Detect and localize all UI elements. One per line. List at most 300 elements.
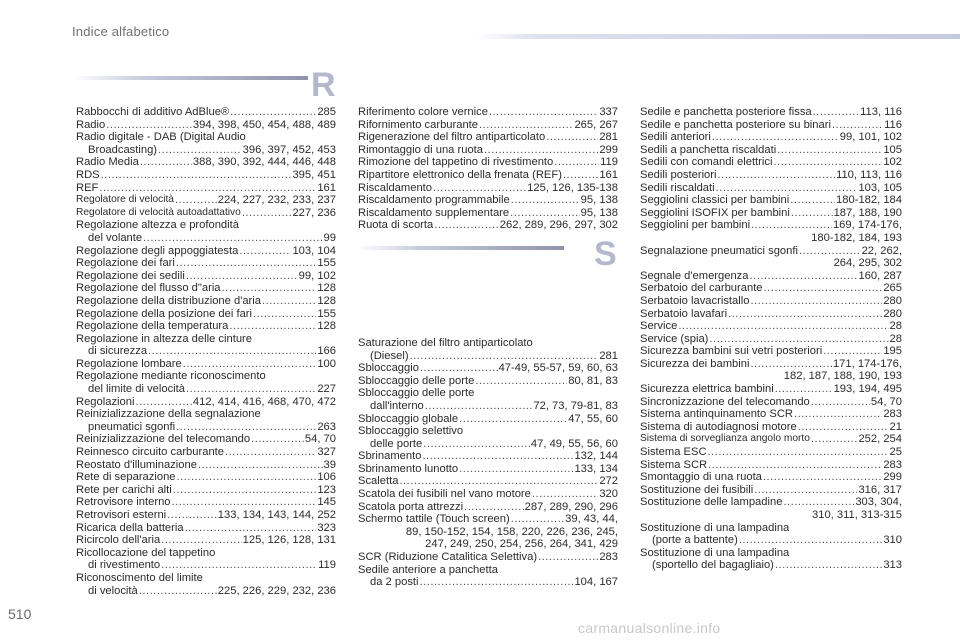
index-entry-label: Rete di separazione	[76, 471, 176, 484]
index-entry-label: Sistema SCR	[640, 458, 708, 471]
index-entry-pages: 283	[599, 551, 618, 564]
leader-dots	[139, 585, 217, 598]
index-entry	[76, 446, 336, 459]
index-entry-pages: 180-182, 184	[836, 194, 902, 207]
section-letter-r: R	[311, 66, 336, 104]
index-entry	[640, 219, 902, 232]
index-entry-continuation: 310, 311, 313-315	[812, 509, 902, 521]
leader-dots	[712, 131, 839, 144]
leader-dots	[479, 119, 573, 132]
index-entry-pages: 313	[883, 559, 902, 572]
index-entry	[76, 257, 336, 270]
index-entry-label: Regolazione lombare	[76, 357, 182, 370]
header-decorative-bar	[476, 34, 960, 39]
index-entry-pages: 119	[600, 156, 618, 169]
index-entry-label: RDS	[76, 168, 100, 181]
leader-dots	[751, 219, 832, 232]
leader-dots	[763, 471, 882, 484]
index-entry-label: Ruota di scorta	[358, 219, 434, 232]
index-entry-pages: 299	[883, 471, 902, 484]
leader-dots	[253, 308, 316, 321]
index-entry-pages: 287, 289, 290, 296	[524, 500, 618, 513]
index-entry-pages: 169, 174-176,	[832, 219, 902, 232]
leader-dots	[423, 438, 530, 451]
index-entry-pages: 155	[317, 257, 336, 270]
index-column-2	[358, 106, 618, 589]
index-entry-pages: 72, 73, 79-81, 83	[533, 399, 618, 412]
leader-dots	[161, 534, 241, 547]
leader-dots	[459, 413, 567, 426]
index-entry-label: del volante	[88, 231, 143, 244]
index-entry-pages: 119	[318, 559, 336, 572]
leader-dots	[764, 282, 883, 295]
leader-dots	[750, 270, 858, 283]
index-entry	[76, 408, 336, 421]
leader-dots	[143, 232, 322, 245]
index-entry-pages: 252, 254	[858, 433, 902, 446]
index-entry-label: Sistema di sorveglianza angolo morto	[640, 433, 810, 445]
page-header-title: Indice alfabetico	[72, 24, 170, 39]
index-entry	[358, 564, 618, 577]
index-entry	[76, 182, 336, 195]
leader-dots	[775, 383, 833, 396]
leader-dots	[425, 400, 533, 413]
index-entry-pages: 39, 43, 44,	[565, 513, 618, 526]
watermark: carmanualsonline.info	[578, 620, 721, 636]
leader-dots	[708, 446, 889, 459]
leader-dots	[99, 182, 316, 195]
index-entry-label: Radio	[76, 118, 106, 131]
index-entry-label: Sicurezza elettrica bambini	[640, 383, 774, 396]
index-entry-label: Saturazione del filtro antiparticolato	[358, 336, 533, 349]
index-entry-label: Regolazione della temperatura	[76, 320, 229, 333]
index-entry-label: Ricarica della batteria	[76, 521, 184, 534]
index-entry-pages: 283	[883, 408, 902, 421]
index-entry-pages: 113, 116	[860, 106, 902, 118]
index-entry	[358, 513, 618, 526]
index-entry-pages: 280	[883, 294, 902, 307]
index-entry-label: Sbloccaggio	[358, 362, 419, 375]
index-entry-pages: 54, 70	[870, 395, 902, 408]
leader-dots	[101, 169, 292, 182]
leader-dots	[420, 576, 574, 589]
index-entry	[358, 400, 618, 413]
index-entry	[640, 245, 902, 258]
index-entry-label: Serbatoio lavafari	[640, 307, 728, 320]
index-entry	[640, 144, 902, 157]
leader-dots	[717, 169, 835, 182]
index-entry	[76, 421, 336, 434]
index-entry-pages: 54, 70	[304, 433, 336, 446]
index-entry-pages: 281	[599, 131, 618, 144]
leader-dots	[399, 475, 598, 488]
leader-dots	[420, 362, 498, 375]
index-entry-label: Sbrinamento	[358, 450, 422, 463]
leader-dots	[177, 471, 317, 484]
leader-dots	[511, 194, 580, 207]
leader-dots	[538, 551, 598, 564]
index-entry-label: SCR (Riduzione Catalitica Selettiva)	[358, 551, 538, 564]
index-entry	[76, 572, 336, 585]
leader-dots	[790, 194, 835, 207]
index-entry-pages: 262, 289, 296, 297, 302	[499, 219, 618, 232]
index-entry-label: Sistema di autodiagnosi motore	[640, 420, 797, 433]
leader-dots	[823, 345, 882, 358]
leader-dots	[173, 484, 317, 497]
index-entry-label: di sicurezza	[88, 345, 148, 358]
index-entry	[76, 345, 336, 358]
index-entry	[358, 182, 618, 195]
index-entry	[358, 350, 618, 363]
index-entry-label: Sbloccaggio delle porte	[358, 387, 475, 400]
leader-dots	[172, 496, 317, 509]
leader-dots	[140, 156, 192, 169]
leader-dots	[186, 270, 298, 283]
leader-dots	[183, 358, 317, 371]
index-entry-label: Regolazione degli appoggiatesta	[76, 244, 239, 257]
index-entry	[358, 337, 618, 350]
index-entry-pages: 395, 451	[292, 168, 336, 181]
index-entry-pages: 25	[889, 446, 902, 459]
index-entry-label: Sostituzione di una lampadina	[640, 521, 790, 534]
index-entry	[640, 156, 902, 169]
index-entry	[76, 308, 336, 321]
leader-dots	[459, 463, 573, 476]
index-entry-pages: 171, 174-176,	[832, 357, 902, 370]
leader-dots	[230, 106, 316, 119]
index-entry-label: Riferimento colore vernice	[358, 106, 488, 118]
index-entry-label: Ripartitore elettronico della frenata (REF)	[358, 168, 562, 181]
index-entry-pages: 99, 102	[298, 269, 336, 282]
leader-dots	[794, 408, 882, 421]
index-entry-pages: 187, 188, 190	[833, 206, 902, 219]
index-entry	[640, 295, 902, 308]
index-entry-pages: 285	[317, 106, 336, 118]
index-entry	[640, 270, 902, 283]
section-s-header	[358, 232, 618, 290]
index-entry-pages: 265	[883, 282, 902, 295]
index-column-1	[76, 106, 336, 597]
index-entry	[76, 320, 336, 333]
index-entry	[640, 320, 902, 333]
index-entry	[640, 408, 902, 421]
index-entry-label: Sedile anteriore a panchetta	[358, 563, 498, 576]
index-entry-label: Regolazione dei fari	[76, 257, 175, 270]
index-entry	[640, 282, 902, 295]
index-entry	[358, 438, 618, 451]
index-entry	[76, 295, 336, 308]
index-entry-label: Rete per carichi alti	[76, 483, 172, 496]
index-entry-label: Radio digitale - DAB (Digital Audio	[76, 131, 246, 144]
index-entry	[640, 534, 902, 547]
index-entry-label: Sedili posteriori	[640, 168, 717, 181]
leader-dots	[422, 450, 573, 463]
leader-dots	[813, 106, 859, 119]
index-entry	[76, 169, 336, 182]
index-entry	[358, 194, 618, 207]
leader-dots	[511, 513, 564, 526]
index-entry-label: Sincronizzazione del telecomando	[640, 395, 810, 408]
leader-dots	[709, 333, 888, 346]
index-entry	[640, 131, 902, 144]
index-entry-label: REF	[76, 181, 99, 194]
leader-dots	[678, 320, 888, 333]
index-entry	[358, 156, 618, 169]
leader-dots	[798, 421, 889, 434]
index-entry-pages: 323	[317, 521, 336, 534]
index-entry-label: Retrovisori esterni	[76, 509, 167, 521]
leader-dots	[773, 156, 882, 169]
index-entry	[76, 547, 336, 560]
index-entry-pages: 283	[883, 458, 902, 471]
index-entry	[358, 219, 618, 232]
index-entry-pages: 105	[883, 143, 902, 156]
index-entry-label: Schermo tattile (Touch screen)	[358, 513, 510, 526]
section-r-list-col2	[358, 106, 618, 232]
leader-dots	[799, 245, 861, 258]
index-entry	[640, 119, 902, 132]
index-entry-label: Rabbocchi di additivo AdBlue®	[76, 106, 230, 118]
index-entry-label: Rimontaggio di una ruota	[358, 143, 484, 156]
index-entry-label: del limite di velocità	[88, 383, 186, 396]
index-entry-pages: 166	[317, 345, 336, 358]
index-entry-label: Sedili riscaldati	[640, 181, 715, 194]
index-entry	[358, 551, 618, 564]
index-entry-label: Regolazione della posizione dei fari	[76, 307, 253, 320]
index-entry	[640, 169, 902, 182]
index-entry	[640, 358, 902, 371]
section-letter-s: S	[594, 234, 617, 273]
index-entry-label: Rigenerazione del filtro antiparticolato	[358, 131, 546, 144]
leader-dots	[750, 295, 882, 308]
index-entry-label: Sistema antinquinamento SCR	[640, 408, 793, 421]
index-entry-label: Sicurezza bambini sui vetri posteriori	[640, 345, 823, 358]
index-entry-label: Sedili con comandi elettrici	[640, 156, 773, 169]
index-entry	[76, 119, 336, 132]
index-entry-pages: 327	[317, 446, 336, 459]
section-r-rule	[72, 76, 308, 80]
index-entry-pages: 21	[889, 420, 902, 433]
index-entry-label: Scaletta	[358, 475, 399, 488]
index-entry-pages: 104, 167	[574, 576, 618, 589]
index-entry-pages: 193, 194, 495	[833, 383, 902, 396]
index-entry	[358, 576, 618, 589]
index-entry-label: Regolazione dei sedili	[76, 269, 185, 282]
index-entry	[76, 207, 336, 220]
index-entry	[358, 475, 618, 488]
index-entry-label: Sostituzione dei fusibili	[640, 483, 754, 496]
index-entry-pages: 28	[889, 320, 902, 333]
leader-dots	[135, 396, 191, 409]
index-entry	[76, 433, 336, 446]
index-entry-pages: 133, 134	[574, 462, 618, 475]
index-entry-label: di rivestimento	[88, 559, 161, 572]
index-entry-label: Sedili a panchetta riscaldati	[640, 143, 777, 156]
index-entry-label: Reinizializzazione della segnalazione	[76, 408, 261, 421]
index-entry	[76, 471, 336, 484]
index-entry-label: Broadcasting)	[88, 143, 158, 156]
index-entry-label: Regolazione del flusso d"aria	[76, 282, 221, 295]
index-entry-label: Regolazione in altezza delle cinture	[76, 332, 253, 345]
index-entry-pages: 316, 317	[858, 483, 902, 496]
index-entry	[640, 106, 902, 119]
leader-dots	[198, 459, 323, 472]
index-entry	[640, 383, 902, 396]
index-entry	[358, 375, 618, 388]
index-entry	[358, 463, 618, 476]
index-entry-label: Segnale d'emergenza	[640, 269, 749, 282]
index-entry-label: Retrovisore interno	[76, 496, 171, 509]
leader-dots	[484, 144, 598, 157]
index-entry	[640, 182, 902, 195]
index-entry	[640, 421, 902, 434]
leader-dots	[750, 358, 831, 371]
index-entry	[76, 484, 336, 497]
index-entry-label: Riscaldamento supplementare	[358, 206, 510, 219]
index-entry	[76, 333, 336, 346]
leader-dots	[239, 245, 291, 258]
index-entry-label: Sostituzione di una lampadina	[640, 546, 790, 559]
leader-dots	[783, 496, 854, 509]
leader-dots	[242, 207, 292, 220]
index-column-3	[640, 106, 902, 572]
index-entry	[76, 232, 336, 245]
index-entry-label: Scatola dei fusibili nel vano motore	[358, 488, 531, 501]
index-entry-pages: 265, 267	[574, 118, 618, 131]
leader-dots	[225, 446, 316, 459]
index-entry	[76, 245, 336, 258]
index-entry-pages: 272	[599, 475, 618, 488]
index-entry-label: di velocità	[88, 584, 138, 597]
index-entry-label: Regolazione altezza e profondità	[76, 219, 239, 232]
index-entry	[358, 501, 618, 514]
index-entry	[358, 169, 618, 182]
index-entry-label: da 2 posti	[370, 576, 419, 589]
index-entry	[76, 282, 336, 295]
index-entry-pages: 281	[599, 349, 618, 362]
index-entry-pages: 337	[599, 106, 618, 118]
leader-dots	[176, 257, 316, 270]
index-entry	[358, 207, 618, 220]
index-entry	[76, 509, 336, 522]
index-entry	[640, 308, 902, 321]
index-entry-continuation: 89, 150-152, 154, 158, 220, 226, 236, 245,	[405, 525, 618, 538]
index-entry	[76, 496, 336, 509]
index-entry-pages: 160, 287	[858, 269, 902, 282]
leader-dots	[563, 169, 598, 182]
index-entry-pages: 303, 304,	[855, 496, 902, 509]
index-entry-label: Regolazioni	[76, 395, 135, 408]
leader-dots	[754, 484, 857, 497]
index-entry-label: Reinizializzazione del telecomando	[76, 433, 251, 446]
leader-dots	[185, 522, 317, 535]
index-entry-label: Sbrinamento lunotto	[358, 462, 459, 475]
leader-dots	[106, 119, 192, 132]
index-entry-pages: 224, 227, 232, 233, 237	[217, 194, 336, 207]
index-entry	[358, 362, 618, 375]
index-entry-label: Rimozione del tappetino di rivestimento	[358, 156, 554, 169]
index-entry-pages: 95, 138	[580, 206, 618, 219]
index-entry-continuation: 264, 295, 302	[833, 257, 902, 270]
index-entry	[640, 345, 902, 358]
leader-dots	[262, 295, 316, 308]
index-entry	[76, 131, 336, 144]
leader-dots	[554, 156, 599, 169]
leader-dots	[775, 559, 882, 572]
leader-dots	[489, 106, 598, 119]
index-entry-label: Segnalazione pneumatici sgonfi	[640, 244, 798, 257]
index-entry-label: Ricircolo dell'aria	[76, 534, 161, 547]
index-entry-label: Riscaldamento programmabile	[358, 194, 510, 207]
index-entry-label: Seggiolini per bambini	[640, 219, 751, 232]
leader-dots	[716, 182, 858, 195]
index-entry-pages: 133, 134, 143, 144, 252	[217, 509, 336, 521]
leader-dots	[475, 375, 567, 388]
index-entry-pages: 102	[883, 156, 902, 169]
leader-dots	[167, 509, 217, 522]
index-entry-pages: 47, 49, 55, 56, 60	[530, 437, 618, 450]
index-entry-pages: 116	[884, 118, 902, 131]
leader-dots	[434, 219, 499, 232]
index-entry-pages: 80, 81, 83	[568, 374, 618, 387]
index-entry-pages: 106	[317, 471, 336, 484]
index-entry-label: Sbloccaggio selettivo	[358, 425, 464, 438]
index-entry-pages: 95, 138	[580, 194, 618, 207]
index-entry-pages: 132, 144	[574, 450, 618, 463]
index-entry-continuation: 180-182, 184, 193	[811, 231, 902, 244]
index-entry-pages: 227, 236	[292, 206, 336, 219]
index-entry-pages: 396, 397, 452, 453	[242, 143, 336, 156]
index-entry-pages: 128	[317, 320, 336, 333]
leader-dots	[832, 119, 883, 132]
index-entry-label: Service (spia)	[640, 332, 709, 345]
index-entry	[358, 119, 618, 132]
index-entry-pages: 110, 113, 116	[836, 168, 902, 181]
index-entry-pages: 99, 101, 102	[839, 131, 902, 144]
leader-dots	[811, 433, 858, 446]
index-entry	[358, 425, 618, 438]
index-entry	[640, 433, 902, 446]
index-entry-label: Radio Media	[76, 156, 139, 169]
leader-dots	[791, 207, 833, 220]
leader-dots	[510, 207, 580, 220]
index-entry-label: Sostituzione delle lampadine	[640, 496, 783, 509]
index-entry-label: delle porte	[370, 437, 423, 450]
leader-dots	[739, 534, 883, 547]
index-entry-label: Seggiolini ISOFIX per bambini	[640, 206, 790, 219]
index-entry	[76, 156, 336, 169]
index-entry	[640, 207, 902, 220]
index-entry-label: Reostato d'illuminazione	[76, 458, 197, 471]
index-entry	[76, 383, 336, 396]
index-entry-label: Regolazione mediante riconoscimento	[76, 370, 266, 383]
leader-dots	[811, 396, 870, 409]
index-entry-pages: 47, 55, 60	[568, 412, 618, 425]
index-entry	[76, 522, 336, 535]
index-entry-label: Riconoscimento del limite	[76, 571, 203, 584]
index-entry	[640, 446, 902, 459]
index-entry	[76, 534, 336, 547]
index-entry-pages: 103, 105	[858, 181, 902, 194]
leader-dots	[186, 383, 316, 396]
index-entry	[76, 270, 336, 283]
index-entry-label: Regolazione della distribuzione d'aria	[76, 294, 261, 307]
index-entry-pages: 123	[317, 483, 336, 496]
index-entry-pages: 225, 226, 229, 232, 236	[217, 584, 336, 597]
index-entry-label: (porte a battente)	[652, 534, 738, 547]
leader-dots	[222, 282, 317, 295]
leader-dots	[158, 144, 242, 157]
